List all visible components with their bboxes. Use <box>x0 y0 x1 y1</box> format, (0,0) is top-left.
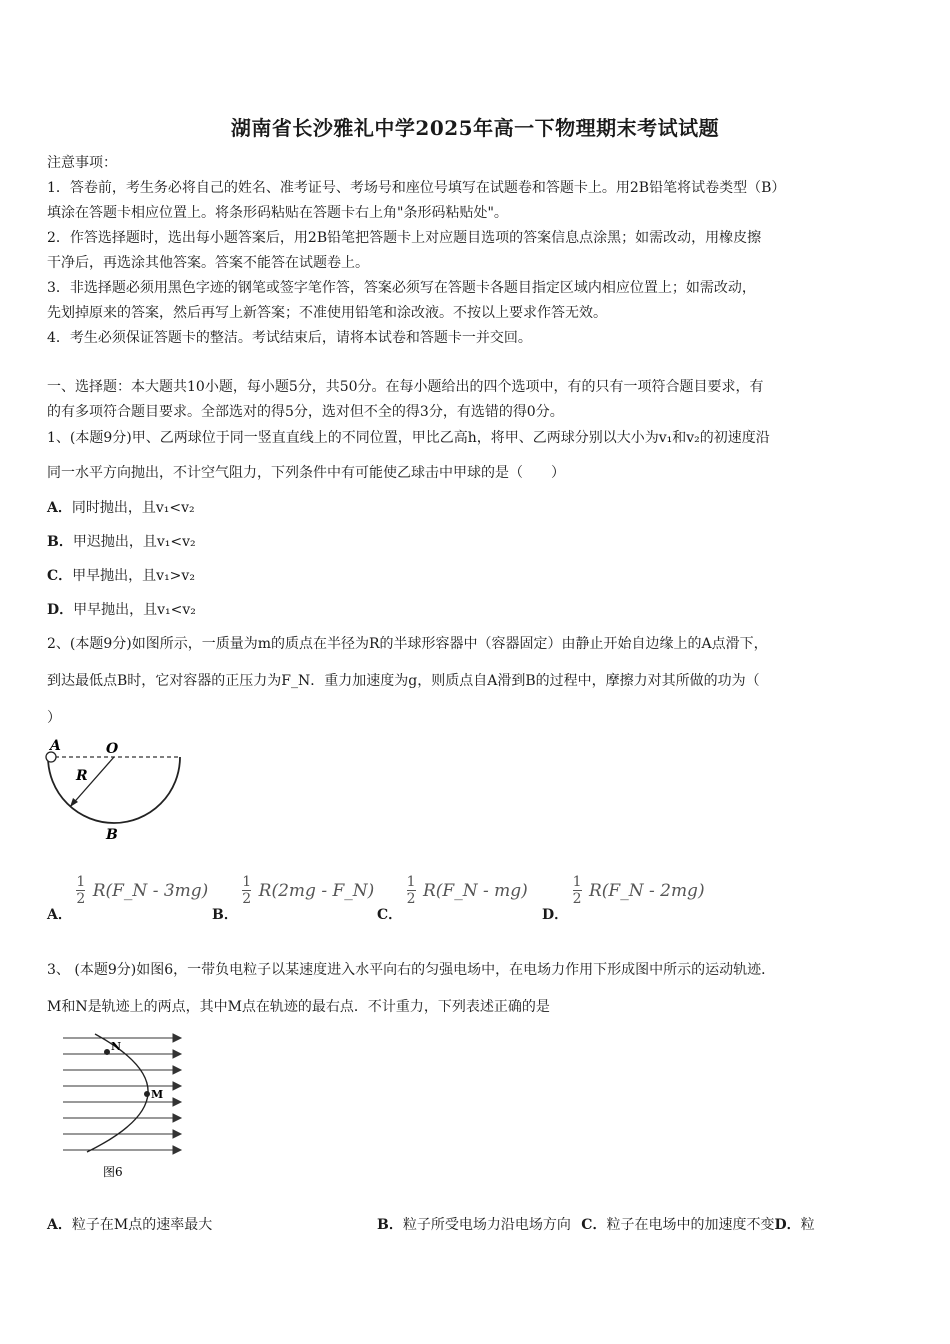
fraction-num: 1 <box>76 874 86 890</box>
question-3-stem: 3、 (本题9分)如图6，一带负电粒子以某速度进入水平向右的匀强电场中，在电场力作用下形成图中所示的运动轨迹． <box>47 962 776 978</box>
section-intro: 的有多项符合题目要求。全部选对的得5分，选对但不全的得3分，有选错的得0分。 <box>47 404 564 420</box>
formula-expr: R(F_N - 2mg) <box>588 880 705 901</box>
fraction <box>242 874 251 907</box>
formula-expr: R(F_N - mg) <box>422 880 528 901</box>
option-text: 甲早抛出，且v₁<v₂ <box>73 602 196 618</box>
option-letter: C． <box>581 1217 607 1233</box>
section-intro: 一、选择题：本大题共10小题，每小题5分，共50分。在每小题给出的四个选项中，有的只有一项符合题目要求，有 <box>47 379 764 395</box>
fraction-num: 1 <box>406 874 416 890</box>
q1-option-c <box>47 566 195 586</box>
point-n <box>104 1049 110 1055</box>
notice-line: 2．作答选择题时，选出每小题答案后，用2B铅笔把答题卡上对应题目选项的答案信息点涂黑；如需改动，用橡皮擦 <box>47 230 762 246</box>
q2-option-c <box>377 874 528 923</box>
notice-line: 1．答卷前，考生务必将自己的姓名、准考证号、考场号和座位号填写在试题卷和答题卡上。用2B铅笔将试卷类型（B） <box>47 180 786 196</box>
question-1-stem: 1、(本题9分)甲、乙两球位于同一竖直直线上的不同位置，甲比乙高h，将甲、乙两球分别以大小为v₁和v₂的初速度沿 <box>47 430 770 446</box>
option-text: 粒子在M点的速率最大 <box>71 1217 213 1233</box>
notice-line: 3．非选择题必须用黑色字迹的钢笔或签字笔作答，答案必须写在答题卡各题目指定区域内相应位置上；如需改动， <box>47 280 756 296</box>
question-1-stem: 同一水平方向抛出，不计空气阻力，下列条件中有可能使乙球击中甲球的是（ ） <box>47 465 565 481</box>
page-title: 湖南省长沙雅礼中学2025年高一下物理期末考试试题 <box>230 116 720 140</box>
q1-option-a <box>47 498 195 518</box>
fraction <box>407 874 416 907</box>
bowl-arc <box>48 757 180 823</box>
q2-option-a <box>47 874 209 923</box>
notice-line: 先划掉原来的答案，然后再写上新答案；不准使用铅笔和涂改液。不按以上要求作答无效。 <box>47 305 607 321</box>
fraction-den: 2 <box>406 891 416 907</box>
option-text: 粒 <box>800 1217 815 1233</box>
label-o: O <box>106 741 119 757</box>
option-letter: D． <box>542 906 569 923</box>
notice-heading: 注意事项： <box>47 155 117 171</box>
option-letter: A． <box>47 500 72 516</box>
option-text: 粒子在电场中的加速度不变 <box>606 1217 775 1233</box>
label-a: A <box>50 738 61 754</box>
option-text: 粒子所受电场力沿电场方向 <box>402 1217 571 1233</box>
fraction-den: 2 <box>242 891 252 907</box>
label-n: N <box>111 1040 122 1053</box>
notice-line: 填涂在答题卡相应位置上。将条形码粘贴在答题卡右上角"条形码粘贴处"。 <box>47 205 508 221</box>
option-letter: D． <box>774 1217 801 1233</box>
formula-expr: R(2mg - F_N) <box>258 880 375 901</box>
option-text: 同时抛出，且v₁<v₂ <box>71 500 195 516</box>
option-letter: B． <box>212 906 238 923</box>
figure-caption: 图6 <box>103 1165 123 1179</box>
question-2-stem: 到达最低点B时，它对容器的正压力为F_N．重力加速度为g，则质点自A滑到B的过程中，摩擦力对其所做的功为（ <box>47 673 760 689</box>
notice-line: 干净后，再选涂其他答案。答案不能答在试题卷上。 <box>47 255 369 271</box>
formula-expr: R(F_N - 3mg) <box>92 880 209 901</box>
q1-option-b <box>47 532 196 552</box>
hemisphere-diagram <box>40 735 190 845</box>
q3-options-bcd <box>377 1215 815 1235</box>
fraction-num: 1 <box>242 874 252 890</box>
q2-option-d <box>542 874 705 923</box>
label-b: B <box>106 827 118 843</box>
notice-line: 4．考生必须保证答题卡的整洁。考试结束后，请将本试卷和答题卡一并交回。 <box>47 330 532 346</box>
fraction <box>573 874 582 907</box>
label-m: M <box>151 1088 164 1101</box>
option-letter: C． <box>47 568 73 584</box>
electric-field-diagram <box>55 1030 190 1185</box>
option-text: 甲早抛出，且v₁>v₂ <box>72 568 195 584</box>
question-2-stem: ） <box>47 710 61 726</box>
fraction-num: 1 <box>572 874 582 890</box>
q2-option-b <box>212 874 375 923</box>
option-letter: B． <box>377 1217 403 1233</box>
option-text: 甲迟抛出，且v₁<v₂ <box>72 534 196 550</box>
fraction <box>76 874 85 907</box>
point-m <box>144 1091 150 1097</box>
fraction-den: 2 <box>76 891 86 907</box>
option-letter: D． <box>47 602 74 618</box>
option-letter: C． <box>377 906 403 923</box>
question-2-stem: 2、(本题9分)如图所示，一质量为m的质点在半径为R的半球形容器中（容器固定）由静止开始自边缘上的A点滑下， <box>47 636 768 652</box>
option-letter: A． <box>47 906 72 923</box>
fraction-den: 2 <box>572 891 582 907</box>
q3-option-a <box>47 1215 212 1235</box>
question-3-stem: M和N是轨迹上的两点，其中M点在轨迹的最右点．不计重力，下列表述正确的是 <box>47 999 550 1015</box>
q1-option-d <box>47 600 196 620</box>
option-letter: B． <box>47 534 73 550</box>
option-letter: A． <box>47 1217 72 1233</box>
label-r: R <box>76 768 88 784</box>
